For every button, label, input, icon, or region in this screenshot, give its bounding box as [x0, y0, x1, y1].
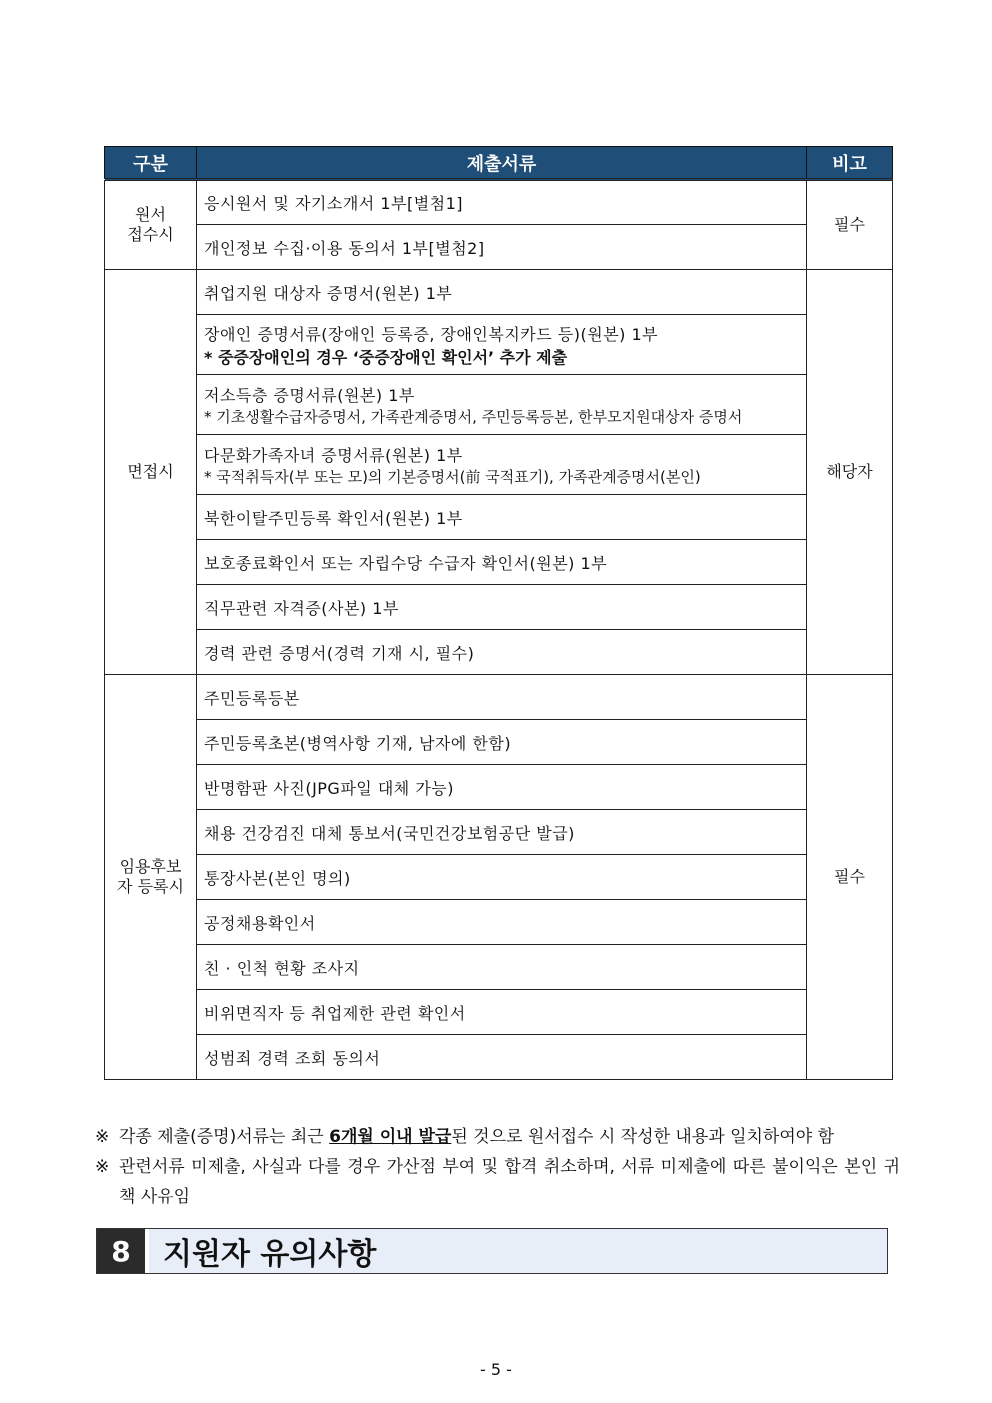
section-heading	[96, 1228, 888, 1274]
document-cell	[197, 375, 807, 435]
note-2	[95, 1152, 900, 1212]
document-cell	[197, 810, 807, 855]
category-cell: 면접시	[105, 270, 197, 675]
table-row	[105, 675, 893, 720]
document-cell	[197, 585, 807, 630]
header-category: 구분	[105, 147, 197, 180]
table-row	[105, 375, 893, 435]
document-name: 친 · 인척 현황 조사지	[204, 958, 360, 978]
document-name: 비위면직자 등 취업제한 관련 확인서	[204, 1003, 466, 1023]
table-row	[105, 540, 893, 585]
table-row	[105, 315, 893, 375]
table-row	[105, 180, 893, 225]
table-row	[105, 630, 893, 675]
document-cell	[197, 855, 807, 900]
document-cell	[197, 315, 807, 375]
document-cell	[197, 180, 807, 225]
note-2-text: 관련서류 미제출, 사실과 다를 경우 가산점 부여 및 합격 취소하며, 서류 미제출에 따른 불이익은 본인 귀책 사유임	[119, 1157, 900, 1207]
table-row	[105, 945, 893, 990]
document-subnote: * 중증장애인의 경우 ‘중증장애인 확인서’ 추가 제출	[204, 347, 568, 367]
note-mark: ※	[95, 1157, 110, 1177]
section-title: 지원자 유의사항	[163, 1237, 377, 1272]
document-cell	[197, 675, 807, 720]
document-subnote: * 국적취득자(부 또는 모)의 기본증명서(前 국적표기), 가족관계증명서(본인)	[204, 467, 701, 486]
document-cell	[197, 765, 807, 810]
documents-table	[104, 146, 893, 1080]
header-remarks: 비고	[807, 147, 893, 180]
table-row	[105, 900, 893, 945]
page-number: - 5 -	[480, 1360, 512, 1379]
remark-cell: 필수	[807, 180, 893, 270]
document-name: 반명함판 사진(JPG파일 대체 가능)	[204, 778, 454, 798]
notes	[95, 1122, 900, 1212]
document-subnote: * 기초생활수급자증명서, 가족관계증명서, 주민등록등본, 한부모지원대상자 증명서	[204, 407, 743, 426]
document-name: 취업지원 대상자 증명서(원본) 1부	[204, 283, 453, 303]
document-cell	[197, 435, 807, 495]
section-number: 8	[97, 1229, 149, 1273]
table-row	[105, 585, 893, 630]
table-header-row	[105, 147, 893, 180]
note-mark: ※	[95, 1127, 110, 1147]
document-cell	[197, 900, 807, 945]
document-name: 응시원서 및 자기소개서 1부[별첨1]	[204, 194, 464, 213]
table-row	[105, 435, 893, 495]
document-name: 공정채용확인서	[204, 913, 316, 933]
document-cell	[197, 945, 807, 990]
document-name: 주민등록등본	[204, 688, 300, 708]
document-name: 장애인 증명서류(장애인 등록증, 장애인복지카드 등)(원본) 1부	[204, 324, 659, 344]
document-name: 성범죄 경력 조회 동의서	[204, 1048, 381, 1068]
table-row	[105, 270, 893, 315]
document-name: 보호종료확인서 또는 자립수당 수급자 확인서(원본) 1부	[204, 553, 608, 573]
document-cell	[197, 225, 807, 270]
table-row	[105, 855, 893, 900]
table-row	[105, 495, 893, 540]
document-name: 통장사본(본인 명의)	[204, 868, 351, 888]
table-row	[105, 1035, 893, 1080]
table-row	[105, 990, 893, 1035]
document-cell	[197, 1035, 807, 1080]
document-cell	[197, 495, 807, 540]
document-name: 주민등록초본(병역사항 기재, 남자에 한함)	[204, 733, 512, 753]
document-name: 채용 건강검진 대체 통보서(국민건강보험공단 발급)	[204, 823, 575, 843]
document-cell	[197, 270, 807, 315]
document-cell	[197, 630, 807, 675]
document-name: 경력 관련 증명서(경력 기재 시, 필수)	[204, 643, 475, 663]
document-name: 직무관련 자격증(사본) 1부	[204, 598, 399, 618]
document-name: 북한이탈주민등록 확인서(원본) 1부	[204, 508, 463, 528]
category-cell: 임용후보 자 등록시	[105, 675, 197, 1080]
document-name: 다문화가족자녀 증명서류(원본) 1부	[204, 445, 463, 465]
document-cell	[197, 540, 807, 585]
document-name: 저소득층 증명서류(원본) 1부	[204, 385, 415, 405]
table-row	[105, 765, 893, 810]
document-cell	[197, 990, 807, 1035]
note-1	[95, 1122, 900, 1152]
note-1-text: 각종 제출(증명)서류는 최근	[119, 1127, 330, 1147]
header-documents: 제출서류	[197, 147, 807, 180]
note-1-text-end: 된 것으로 원서접수 시 작성한 내용과 일치하여야 함	[451, 1127, 835, 1147]
remark-cell: 필수	[807, 675, 893, 1080]
note-1-emphasis: 6개월 이내 발급	[329, 1127, 452, 1147]
table-row	[105, 225, 893, 270]
document-name: 개인정보 수집·이용 동의서 1부[별첨2]	[204, 238, 485, 258]
remark-cell: 해당자	[807, 270, 893, 675]
category-cell: 원서 접수시	[105, 180, 197, 270]
table-row	[105, 720, 893, 765]
table-row	[105, 810, 893, 855]
document-cell	[197, 720, 807, 765]
